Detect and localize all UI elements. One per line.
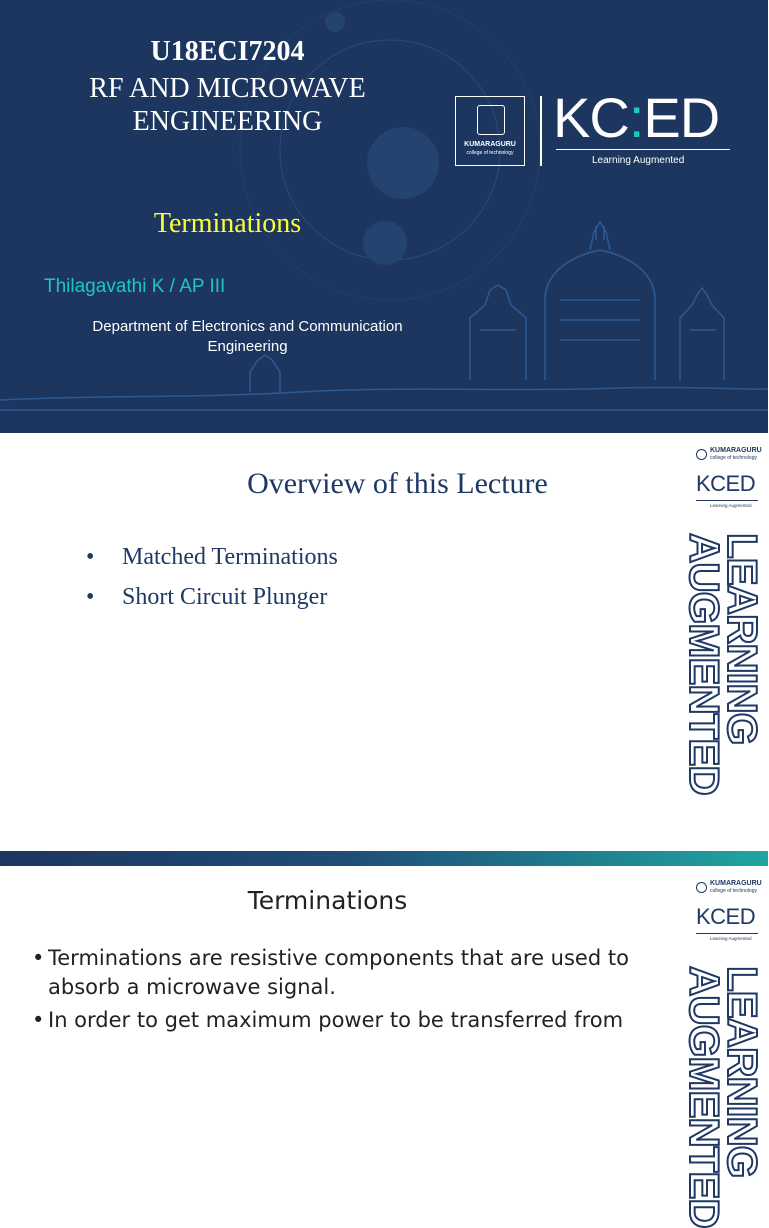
mini-badge-sub: college of technology <box>710 455 757 461</box>
bullet-text: Matched Terminations <box>122 544 338 570</box>
college-emblem-icon <box>477 105 505 135</box>
bullet-item <box>86 537 338 577</box>
mini-badge-name: KUMARAGURU <box>710 880 762 887</box>
kced-k: K <box>553 86 590 149</box>
bullet-list <box>86 537 338 617</box>
bullet-list <box>32 944 672 1035</box>
mini-badge-name: KUMARAGURU <box>710 447 762 454</box>
author-name: Thilagavathi K / AP III <box>44 276 226 297</box>
bullet-text: Terminations are resistive components that are used to absorb a microwave signal. <box>48 946 629 999</box>
kced-mini-logo: KCED <box>696 904 756 929</box>
kced-mini-underline <box>696 933 758 934</box>
vertical-word-learning: LEARNING <box>719 966 766 1178</box>
kced-dot-icon: : <box>628 86 644 149</box>
kced-mini-tagline: Learning Augmented <box>710 503 752 508</box>
department-line2: Engineering <box>207 338 288 355</box>
slide-title: Terminations <box>247 886 408 915</box>
overview-slide <box>0 433 768 851</box>
kced-mini-logo: KCED <box>696 471 756 496</box>
bullet-icon: • <box>86 544 95 570</box>
terminations-slide <box>0 866 768 1228</box>
kced-mini-tagline: Learning Augmented <box>710 936 752 941</box>
bullet-icon: • <box>86 584 95 610</box>
kumaraguru-mini-logo <box>696 880 768 896</box>
kced-mini-underline <box>696 500 758 501</box>
vertical-wordmark <box>681 964 769 1228</box>
vertical-word-learning: LEARNING <box>719 533 766 745</box>
bullet-text: In order to get maximum power to be transferred from <box>48 1008 624 1032</box>
college-emblem-icon <box>696 449 707 460</box>
bullet-icon: • <box>32 946 45 970</box>
kced-logo <box>553 88 719 148</box>
kced-tagline: Learning Augmented <box>592 155 685 166</box>
mini-badge-sub: college of technology <box>710 888 757 894</box>
title-slide <box>0 0 768 433</box>
vertical-word-augmented: AUGMENTED <box>681 533 728 795</box>
vertical-wordmark <box>681 531 769 863</box>
slide-divider-bar <box>0 851 768 866</box>
kced-c: C <box>589 86 629 149</box>
bullet-item <box>86 577 338 617</box>
kumaraguru-badge-logo <box>455 96 525 166</box>
kumaraguru-mini-logo <box>696 447 768 463</box>
slide-title: Overview of this Lecture <box>247 467 548 500</box>
logo-divider <box>540 96 542 166</box>
vertical-word-augmented: AUGMENTED <box>681 966 728 1228</box>
bullet-item <box>32 1006 672 1035</box>
kced-underline <box>556 149 730 150</box>
course-title <box>0 72 455 138</box>
badge-subtitle: college of technology <box>466 150 514 156</box>
course-title-line2: ENGINEERING <box>132 106 323 137</box>
lecture-topic: Terminations <box>153 208 302 239</box>
department-name <box>40 317 455 357</box>
badge-name: KUMARAGURU <box>464 141 516 148</box>
course-title-line1: RF AND MICROWAVE <box>89 73 366 104</box>
bullet-icon: • <box>32 1008 45 1032</box>
department-line1: Department of Electronics and Communication <box>92 318 403 335</box>
course-code: U18ECI7204 <box>150 36 305 67</box>
bullet-item <box>32 944 672 1002</box>
college-emblem-icon <box>696 882 707 893</box>
bullet-text: Short Circuit Plunger <box>122 584 328 610</box>
kced-ed: ED <box>643 86 720 149</box>
